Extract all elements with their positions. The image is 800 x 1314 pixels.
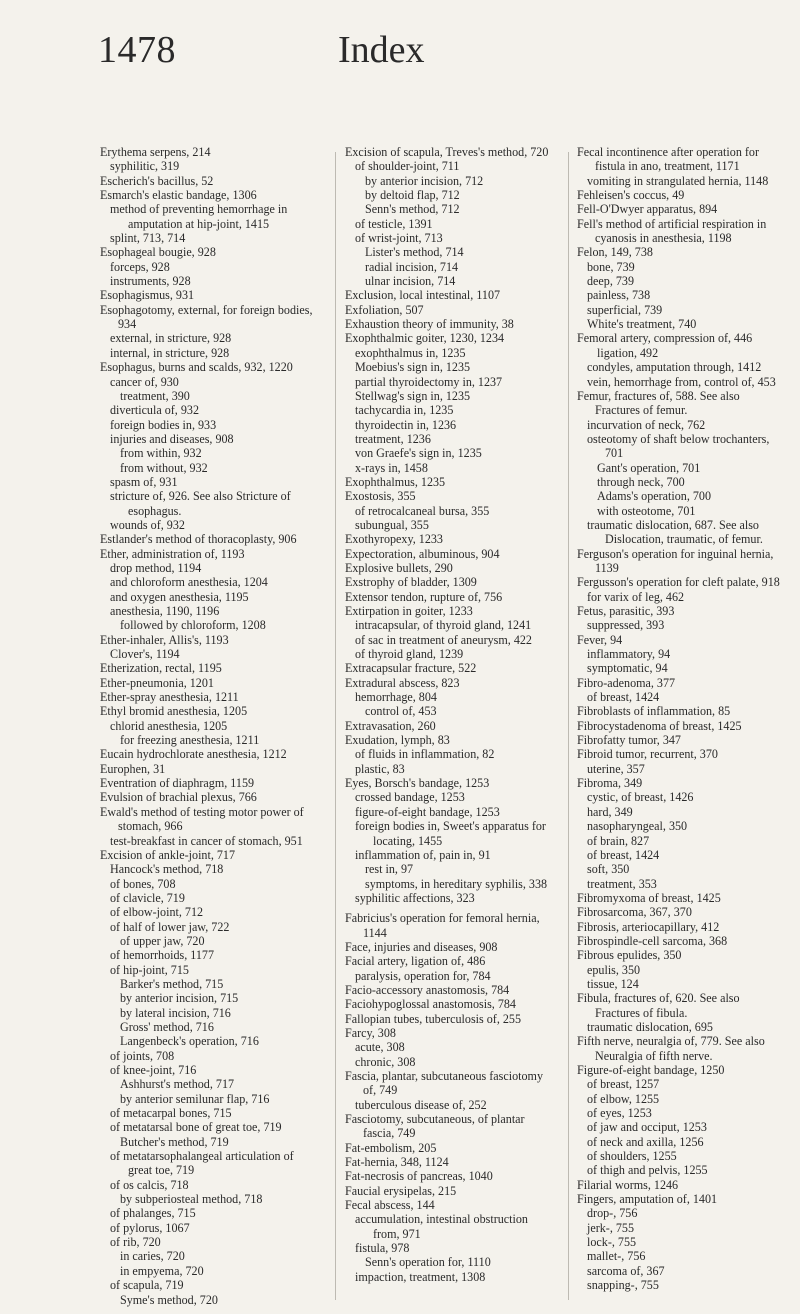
index-entry: Fibroid tumor, recurrent, 370 — [577, 747, 718, 762]
index-subentry: syphilitic affections, 323 — [355, 890, 475, 905]
index-subentry: internal, in stricture, 928 — [110, 345, 230, 360]
index-subentry: Gant's operation, 701 — [597, 460, 701, 475]
index-entry: Exophthalmus, 1235 — [345, 474, 446, 489]
index-subentry: and chloroform anesthesia, 1204 — [110, 575, 268, 590]
index-subentry: through neck, 700 — [597, 474, 685, 489]
index-subentry: of shoulder-joint, 711 — [355, 159, 460, 174]
index-entry: Fasciotomy, subcutaneous, of plantar fascia, 749 — [345, 1112, 525, 1141]
index-subentry: of testicle, 1391 — [355, 216, 433, 231]
index-entry: Eventration of diaphragm, 1159 — [100, 776, 255, 791]
index-subentry: symptoms, in hereditary syphilis, 338 — [365, 876, 548, 891]
index-subentry: wounds of, 932 — [110, 517, 185, 532]
index-entry: Etherization, rectal, 1195 — [100, 661, 222, 676]
index-subentry: splint, 713, 714 — [110, 231, 186, 246]
index-subentry: for freezing anesthesia, 1211 — [120, 733, 260, 748]
index-subentry: inflammation of, pain in, 91 — [355, 847, 491, 862]
index-subentry: drop-, 756 — [587, 1206, 638, 1221]
index-subentry: osteotomy of shaft below trochanters, 701 — [587, 431, 770, 461]
index-subentry: Butcher's method, 719 — [120, 1134, 229, 1149]
index-subentry: radial incision, 714 — [365, 259, 459, 274]
index-subentry: traumatic dislocation, 695 — [587, 1019, 713, 1034]
index-entry: Fibrocystadenoma of breast, 1425 — [577, 718, 742, 733]
page-number: 1478 — [98, 29, 176, 71]
index-entry: Extirpation in goiter, 1233 — [345, 604, 473, 618]
index-entry: Esophagus, burns and scalds, 932, 1220 — [100, 360, 293, 375]
index-entry: Erythema serpens, 214 — [100, 145, 211, 159]
index-entry: Fibrosarcoma, 367, 370 — [577, 905, 692, 920]
index-column-3 — [577, 145, 787, 1293]
index-subentry: Moebius's sign in, 1235 — [355, 360, 471, 375]
index-subentry: painless, 738 — [587, 288, 651, 303]
index-entry: Fibrous epulides, 350 — [577, 948, 682, 963]
index-entry: Eucain hydrochlorate anesthesia, 1212 — [100, 747, 287, 762]
index-subentry: snapping-, 755 — [587, 1278, 659, 1293]
index-subentry: spasm of, 931 — [110, 474, 178, 489]
index-entry: Fetus, parasitic, 393 — [577, 604, 675, 618]
index-subentry: of bones, 708 — [110, 876, 176, 891]
index-subentry: fistula, 978 — [355, 1241, 410, 1256]
index-subentry: Hancock's method, 718 — [110, 862, 224, 877]
index-subentry: Gross' method, 716 — [120, 1019, 214, 1034]
index-entry: Fergusson's operation for cleft palate, 918 — [577, 575, 780, 590]
index-subentry: treatment, 353 — [587, 876, 657, 891]
index-subentry: of breast, 1257 — [587, 1077, 660, 1092]
index-subentry: traumatic dislocation, 687. See also Dislocation, traumatic, of femur. — [587, 517, 763, 547]
index-entry: Fat-hernia, 348, 1124 — [345, 1155, 449, 1170]
index-subentry: cystic, of breast, 1426 — [587, 790, 694, 805]
index-subentry: von Graefe's sign in, 1235 — [355, 446, 482, 461]
index-entry: Filarial worms, 1246 — [577, 1177, 679, 1192]
index-subentry: syphilitic, 319 — [110, 159, 180, 174]
index-subentry: with osteotome, 701 — [597, 503, 696, 518]
index-entry: Ether, administration of, 1193 — [100, 546, 245, 561]
index-entry: Estlander's method of thoracoplasty, 906 — [100, 532, 297, 547]
index-entry: Fibromyxoma of breast, 1425 — [577, 890, 721, 905]
index-entry: Faciohypoglossal anastomosis, 784 — [345, 997, 516, 1012]
index-subentry: paralysis, operation for, 784 — [355, 968, 491, 983]
index-subentry: followed by chloroform, 1208 — [120, 618, 266, 633]
index-subentry: diverticula of, 932 — [110, 403, 199, 418]
index-entry: Fell-O'Dwyer apparatus, 894 — [577, 202, 718, 217]
index-entry: Escherich's bacillus, 52 — [100, 173, 214, 188]
index-subentry: Clover's, 1194 — [110, 647, 180, 662]
index-subentry: superficial, 739 — [587, 302, 663, 317]
index-entry: Evulsion of brachial plexus, 766 — [100, 790, 257, 805]
index-subentry: vein, hemorrhage from, control of, 453 — [587, 374, 776, 389]
index-subentry: forceps, 928 — [110, 259, 170, 274]
index-subentry: and oxygen anesthesia, 1195 — [110, 589, 249, 604]
index-entry: Explosive bullets, 290 — [345, 560, 453, 575]
index-subentry: ulnar incision, 714 — [365, 274, 456, 289]
index-subentry: Senn's operation for, 1110 — [365, 1255, 491, 1270]
index-entry: Exclusion, local intestinal, 1107 — [345, 288, 501, 303]
index-subentry: by subperiosteal method, 718 — [120, 1192, 263, 1207]
index-subentry: partial thyroidectomy in, 1237 — [355, 374, 503, 389]
index-entry: Fat-necrosis of pancreas, 1040 — [345, 1169, 493, 1184]
index-entry: Figure-of-eight bandage, 1250 — [577, 1063, 725, 1077]
index-subentry: injuries and diseases, 908 — [110, 431, 234, 446]
index-subentry: White's treatment, 740 — [587, 317, 697, 332]
index-entry: Felon, 149, 738 — [577, 245, 653, 260]
index-entry: Fibrospindle-cell sarcoma, 368 — [577, 933, 728, 948]
index-subentry: in empyema, 720 — [120, 1263, 204, 1278]
index-subentry: by anterior semilunar flap, 716 — [120, 1091, 270, 1106]
index-entry: Expectoration, albuminous, 904 — [345, 546, 500, 561]
index-subentry: vomiting in strangulated hernia, 1148 — [587, 173, 769, 188]
index-subentry: of upper jaw, 720 — [120, 933, 205, 948]
index-subentry: of knee-joint, 716 — [110, 1063, 197, 1077]
index-subentry: of half of lower jaw, 722 — [110, 919, 230, 934]
index-subentry: Barker's method, 715 — [120, 976, 224, 991]
column-divider — [335, 152, 336, 1300]
index-entry: Exfoliation, 507 — [345, 302, 424, 317]
index-entry: Esophagotomy, external, for foreign bodies, 934 — [100, 302, 313, 332]
index-subentry: tissue, 124 — [587, 976, 639, 991]
index-subentry: external, in stricture, 928 — [110, 331, 232, 346]
index-subentry: Syme's method, 720 — [120, 1292, 218, 1307]
index-subentry: of brain, 827 — [587, 833, 650, 848]
index-subentry: Adams's operation, 700 — [597, 489, 712, 504]
index-entry: Excision of scapula, Treves's method, 720 — [345, 145, 549, 159]
index-subentry: suppressed, 393 — [587, 618, 665, 633]
index-entry: Esmarch's elastic bandage, 1306 — [100, 188, 257, 203]
index-subentry: of eyes, 1253 — [587, 1106, 652, 1121]
index-subentry: cancer of, 930 — [110, 374, 179, 389]
index-subentry: Stellwag's sign in, 1235 — [355, 388, 471, 403]
index-subentry: jerk-, 755 — [587, 1220, 635, 1235]
index-subentry: from within, 932 — [120, 446, 202, 461]
index-entry: Fabricius's operation for femoral hernia, 1144 — [345, 911, 540, 940]
index-subentry: method of preventing hemorrhage in amputation at hip-joint, 1415 — [110, 202, 288, 231]
index-subentry: exophthalmus in, 1235 — [355, 345, 466, 360]
index-subentry: chronic, 308 — [355, 1054, 416, 1069]
index-subentry: of wrist-joint, 713 — [355, 231, 443, 246]
index-subentry: of joints, 708 — [110, 1048, 175, 1063]
index-subentry: hard, 349 — [587, 804, 633, 819]
index-entry: Europhen, 31 — [100, 761, 166, 776]
index-subentry: foreign bodies in, 933 — [110, 417, 217, 432]
index-subentry: of pylorus, 1067 — [110, 1220, 190, 1235]
index-subentry: drop method, 1194 — [110, 560, 202, 575]
index-subentry: ligation, 492 — [597, 345, 659, 360]
index-entry: Fascia, plantar, subcutaneous fasciotomy of, 749 — [345, 1069, 543, 1098]
index-entry: Exostosis, 355 — [345, 489, 416, 504]
index-subentry: of sac in treatment of aneurysm, 422 — [355, 632, 532, 647]
index-column-2 — [345, 145, 555, 1284]
index-entry: Extracapsular fracture, 522 — [345, 661, 477, 676]
index-entry: Fat-embolism, 205 — [345, 1140, 437, 1155]
index-entry: Exstrophy of bladder, 1309 — [345, 575, 477, 590]
index-subentry: of clavicle, 719 — [110, 890, 185, 905]
index-entry: Fibrosis, arteriocapillary, 412 — [577, 919, 720, 934]
index-entry: Ether-spray anesthesia, 1211 — [100, 690, 239, 705]
index-entry: Exhaustion theory of immunity, 38 — [345, 317, 514, 332]
index-entry: Fibrofatty tumor, 347 — [577, 733, 681, 748]
index-subentry: of shoulders, 1255 — [587, 1149, 677, 1164]
index-subentry: plastic, 83 — [355, 761, 405, 776]
index-subentry: of metacarpal bones, 715 — [110, 1106, 232, 1121]
index-subentry: crossed bandage, 1253 — [355, 790, 465, 805]
index-subentry: tuberculous disease of, 252 — [355, 1097, 487, 1112]
index-subentry: Langenbeck's operation, 716 — [120, 1034, 259, 1049]
index-entry: Esophageal bougie, 928 — [100, 245, 216, 260]
index-subentry: of metatarsal bone of great toe, 719 — [110, 1120, 282, 1135]
index-subentry: of elbow-joint, 712 — [110, 905, 204, 920]
index-entry: Fingers, amputation of, 1401 — [577, 1192, 718, 1207]
index-subentry: epulis, 350 — [587, 962, 641, 977]
index-subentry: nasopharyngeal, 350 — [587, 819, 688, 834]
index-subentry: uterine, 357 — [587, 761, 645, 776]
index-subentry: x-rays in, 1458 — [355, 460, 428, 475]
index-entry: Femur, fractures of, 588. See also Fractures of femur. — [577, 388, 740, 418]
index-subentry: by anterior incision, 715 — [120, 991, 239, 1006]
index-subentry: accumulation, intestinal obstruction from, 971 — [355, 1212, 528, 1241]
index-subentry: of jaw and occiput, 1253 — [587, 1120, 707, 1135]
index-subentry: instruments, 928 — [110, 274, 191, 289]
index-subentry: impaction, treatment, 1308 — [355, 1269, 486, 1284]
index-entry: Ether-pneumonia, 1201 — [100, 675, 214, 690]
index-entry: Fibroblasts of inflammation, 85 — [577, 704, 731, 719]
index-subentry: chlorid anesthesia, 1205 — [110, 718, 228, 733]
index-subentry: condyles, amputation through, 1412 — [587, 360, 762, 375]
index-subentry: of rib, 720 — [110, 1235, 161, 1250]
index-subentry: foreign bodies in, Sweet's apparatus for locating, 1455 — [355, 819, 546, 848]
index-subentry: of breast, 1424 — [587, 847, 660, 862]
index-subentry: in caries, 720 — [120, 1249, 185, 1264]
index-subentry: Ashhurst's method, 717 — [120, 1077, 235, 1092]
index-subentry: anesthesia, 1190, 1196 — [110, 604, 220, 618]
index-subentry: thyroidectin in, 1236 — [355, 417, 457, 432]
index-subentry: of thigh and pelvis, 1255 — [587, 1163, 708, 1178]
index-entry: Facio-accessory anastomosis, 784 — [345, 982, 510, 997]
index-entry: Exudation, lymph, 83 — [345, 733, 450, 748]
index-entry: Exophthalmic goiter, 1230, 1234 — [345, 331, 505, 346]
index-entry: Fibroma, 349 — [577, 776, 643, 791]
index-subentry: sarcoma of, 367 — [587, 1263, 665, 1278]
index-entry: Facial artery, ligation of, 486 — [345, 954, 486, 969]
index-subentry: for varix of leg, 462 — [587, 589, 685, 604]
index-subentry: rest in, 97 — [365, 862, 414, 877]
index-subentry: inflammatory, 94 — [587, 647, 671, 662]
index-subentry: from without, 932 — [120, 460, 208, 475]
index-subentry: of scapula, 719 — [110, 1278, 184, 1293]
index-subentry: treatment, 1236 — [355, 431, 431, 446]
index-subentry: by lateral incision, 716 — [120, 1005, 231, 1020]
index-subentry: stricture of, 926. See also Stricture of esophagus. — [110, 489, 291, 518]
index-entry: Fibro-adenoma, 377 — [577, 675, 676, 690]
index-entry: Fehleisen's coccus, 49 — [577, 188, 685, 203]
index-subentry: deep, 739 — [587, 274, 635, 289]
index-subentry: hemorrhage, 804 — [355, 690, 437, 705]
index-subentry: bone, 739 — [587, 259, 635, 274]
index-entry: Femoral artery, compression of, 446 — [577, 331, 753, 346]
index-subentry: Senn's method, 712 — [365, 202, 460, 217]
index-subentry: soft, 350 — [587, 862, 630, 877]
index-subentry: of metatarsophalangeal articulation of great toe, 719 — [110, 1149, 294, 1178]
index-subentry: subungual, 355 — [355, 517, 429, 532]
index-entry: Exothyropexy, 1233 — [345, 532, 443, 547]
index-subentry: intracapsular, of thyroid gland, 1241 — [355, 618, 532, 633]
index-entry: Extradural abscess, 823 — [345, 675, 460, 690]
index-subentry: of elbow, 1255 — [587, 1091, 660, 1106]
index-subentry: of hip-joint, 715 — [110, 962, 189, 977]
index-entry: Fecal incontinence after operation for fistula in ano, treatment, 1171 — [577, 145, 759, 174]
index-subentry: of fluids in inflammation, 82 — [355, 747, 495, 762]
index-entry: Fibula, fractures of, 620. See also Fractures of fibula. — [577, 991, 740, 1020]
index-subentry: by deltoid flap, 712 — [365, 188, 460, 203]
index-subentry: of breast, 1424 — [587, 690, 660, 705]
index-entry: Esophagismus, 931 — [100, 288, 195, 303]
index-entry: Faucial erysipelas, 215 — [345, 1183, 457, 1198]
index-subentry: symptomatic, 94 — [587, 661, 668, 676]
index-subentry: control of, 453 — [365, 704, 437, 719]
index-entry: Extravasation, 260 — [345, 718, 436, 733]
index-entry: Face, injuries and diseases, 908 — [345, 939, 498, 954]
index-subentry: of os calcis, 718 — [110, 1177, 189, 1192]
index-entry: Ewald's method of testing motor power of stomach, 966 — [100, 804, 304, 834]
index-subentry: of neck and axilla, 1256 — [587, 1134, 704, 1149]
index-subentry: incurvation of neck, 762 — [587, 417, 706, 432]
index-entry: Ferguson's operation for inguinal hernia, 1139 — [577, 546, 774, 575]
index-subentry: of retrocalcaneal bursa, 355 — [355, 503, 490, 518]
index-subentry: Lister's method, 714 — [365, 245, 464, 260]
page-title: Index — [338, 29, 425, 71]
index-entry: Eyes, Borsch's bandage, 1253 — [345, 776, 490, 791]
index-entry: Extensor tendon, rupture of, 756 — [345, 589, 503, 604]
index-subentry: lock-, 755 — [587, 1235, 637, 1250]
index-entry: Excision of ankle-joint, 717 — [100, 847, 236, 862]
index-entry: Ether-inhaler, Allis's, 1193 — [100, 632, 229, 647]
index-subentry: by anterior incision, 712 — [365, 173, 484, 188]
index-entry: Farcy, 308 — [345, 1025, 396, 1040]
index-entry: Fecal abscess, 144 — [345, 1198, 435, 1213]
index-subentry: of phalanges, 715 — [110, 1206, 196, 1221]
index-subentry: acute, 308 — [355, 1040, 405, 1055]
page-header — [0, 0, 800, 110]
index-subentry: of thyroid gland, 1239 — [355, 647, 464, 662]
index-entry: Fever, 94 — [577, 632, 623, 647]
index-subentry: of hemorrhoids, 1177 — [110, 948, 215, 963]
index-subentry: tachycardia in, 1235 — [355, 403, 454, 418]
index-entry: Fell's method of artificial respiration in cyanosis in anesthesia, 1198 — [577, 216, 767, 246]
index-subentry: test-breakfast in cancer of stomach, 951 — [110, 833, 303, 848]
index-entry: Fifth nerve, neuralgia of, 779. See also Neuralgia of fifth nerve. — [577, 1034, 765, 1063]
index-column-1 — [100, 145, 315, 1307]
index-subentry: figure-of-eight bandage, 1253 — [355, 804, 500, 819]
index-entry: Fallopian tubes, tuberculosis of, 255 — [345, 1011, 522, 1026]
index-entry: Ethyl bromid anesthesia, 1205 — [100, 704, 248, 719]
index-subentry: mallet-, 756 — [587, 1249, 646, 1264]
column-divider — [568, 152, 569, 1300]
index-subentry: treatment, 390 — [120, 388, 190, 403]
